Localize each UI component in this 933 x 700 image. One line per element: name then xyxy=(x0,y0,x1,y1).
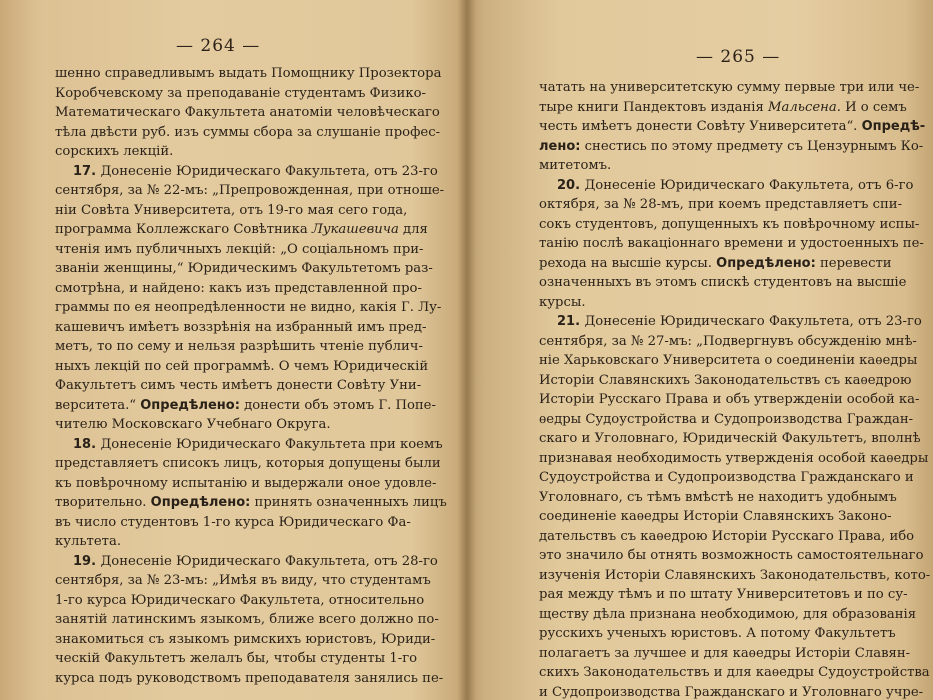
text-line: митетомъ. xyxy=(539,158,612,173)
text-line: чтенія имъ публичныхъ лекцій: „О соціальномъ при- xyxy=(55,241,424,257)
text-line: ныхъ лекцій по сей программѣ. О чемъ Юридическій xyxy=(55,358,429,374)
text-line: 1-го курса Юридическаго Факультета, относительно xyxy=(55,592,425,608)
text-line: тыре книги Пандектовъ изданія Мальсена. И о семъ xyxy=(539,99,907,115)
text-line: 20. Донесеніе Юридическаго Факультета, отъ 6-го xyxy=(557,177,914,193)
text-line: культета. xyxy=(55,534,122,549)
text-line: полагаетъ за лучшее и для каѳедры Исторіи Славян- xyxy=(539,645,911,661)
text-line: сентября, за № 22-мъ: „Препровожденная, при отноше- xyxy=(55,183,445,198)
text-line: знакомиться съ языкомъ римскихъ юристовъ, Юриди- xyxy=(55,631,436,647)
text-line: Уголовнаго, съ тѣмъ вмѣстѣ не находитъ удобнымъ xyxy=(539,489,897,505)
text-line: въ число студентовъ 1-го курса Юридическаго Фа- xyxy=(55,514,411,530)
text-line: русскихъ ученыхъ юристовъ. А потому Факультетъ xyxy=(539,626,896,641)
text-line: скихъ Законодательствъ и для каѳедры Судоустройства xyxy=(539,665,930,680)
text-line: 18. Донесеніе Юридическаго Факультета при коемъ xyxy=(73,436,443,452)
text-line: лено: снестись по этому предмету съ Цензурнымъ Ко- xyxy=(539,138,924,154)
text-line: и Судопроизводства Гражданскаго и Уголовнаго учре- xyxy=(539,684,924,700)
text-line: курса подъ руководствомъ преподавателя занялись пе- xyxy=(55,670,444,686)
text-line: занятій латинскимъ языкомъ, ближе всего должно по- xyxy=(55,612,439,627)
text-line: танію послѣ вакаціоннаго времени и удостоенныхъ пе- xyxy=(539,236,924,251)
text-line: рая между тѣмъ и по штату Университетовъ и по су- xyxy=(539,587,908,602)
text-line: ческій Факультетъ желалъ бы, чтобы студенты 1-го xyxy=(55,651,418,666)
text-line: сентября, за № 27-мъ: „Подвергнувъ обсужденію мнѣ- xyxy=(539,333,917,349)
text-line: ѳедры Судоустройства и Судопроизводства Граждан- xyxy=(539,411,914,427)
text-line: чатать на университетскую сумму первые три или че- xyxy=(539,80,920,95)
text-line: Исторіи Славянскихъ Законодательствъ съ каѳедрою xyxy=(539,372,912,388)
page-number-right: — 265 — xyxy=(696,47,781,67)
text-line: представляетъ списокъ лицъ, которыя допущены были xyxy=(55,456,441,471)
text-line: сентября, за № 23-мъ: „Имѣя въ виду, что студентамъ xyxy=(55,573,431,588)
text-line: верситета.“ Опредѣлено: донести объ этомъ Г. Попе- xyxy=(55,397,436,413)
text-line: 19. Донесеніе Юридическаго Факультета, отъ 28-го xyxy=(73,553,438,569)
text-line: кашевичъ имѣетъ воззрѣнія на избранный имъ пред- xyxy=(55,319,427,335)
text-line: скаго и Уголовнаго, Юридическій Факультетъ, вполнѣ xyxy=(539,431,921,446)
text-line: Судоустройства и Судопроизводства Гражданскаго и xyxy=(539,470,914,485)
text-line: смотрѣна, и найдено: какъ изъ представленной про- xyxy=(55,280,422,296)
text-line: дательствъ съ каѳедрою Исторіи Русскаго Права, ибо xyxy=(539,528,915,544)
text-line: программа Коллежскаго Совѣтника Лукашевича для xyxy=(55,222,428,237)
text-line: чителю Московскаго Учебнаго Округа. xyxy=(55,417,331,432)
text-line: Математическаго Факультета анатоміи человѣческаго xyxy=(55,105,440,120)
text-line: Факультетъ симъ честь имѣетъ донести Совѣту Уни- xyxy=(55,378,422,393)
text-line: рехода на высшіе курсы. Опредѣлено: перевести xyxy=(539,255,892,271)
text-line: 17. Донесеніе Юридическаго Факультета, отъ 23-го xyxy=(73,163,438,179)
text-line: Исторіи Русскаго Права и объ утвержденіи особой ка- xyxy=(539,392,920,407)
text-line: творительно. Опредѣлено: принять означенныхъ лицъ xyxy=(55,495,447,510)
text-line: октября, за № 28-мъ, при коемъ представляетъ спи- xyxy=(539,197,903,212)
text-line: 21. Донесеніе Юридическаго Факультета, отъ 23-го xyxy=(557,314,922,329)
text-line: соединеніе каѳедры Исторіи Славянскихъ Законо- xyxy=(539,509,892,524)
right-page xyxy=(472,0,933,700)
text-line: шенно справедливымъ выдать Помощнику Прозектора xyxy=(55,66,442,81)
text-line: Коробчевскому за преподаваніе студентамъ Физико- xyxy=(55,85,426,101)
text-line: граммы по ея неопредѣленности не видно, какія Г. Лу- xyxy=(55,300,442,315)
text-line: курсы. xyxy=(539,294,586,310)
text-line: ніе Харьковскаго Университета о соединеніи каѳедры xyxy=(539,353,918,368)
text-line: званіи женщины,“ Юридическимъ Факультетомъ раз- xyxy=(55,261,433,276)
text-line: изученія Исторіи Славянскихъ Законодательствъ, кото- xyxy=(539,567,931,583)
text-line: метъ, то по сему и нельзя разрѣшить чтеніе публич- xyxy=(55,339,423,354)
text-line: ществу дѣла признана необходимою, для образованія xyxy=(539,606,917,622)
page-number-left: — 264 — xyxy=(176,36,261,56)
text-line: означенныхъ въ этомъ спискѣ студентовъ на высшіе xyxy=(539,275,907,290)
text-line: сокъ студентовъ, допущенныхъ къ повѣрочному испы- xyxy=(539,216,920,232)
text-line: тѣла двѣсти руб. изъ суммы сбора за слушаніе профес- xyxy=(55,124,441,140)
text-line: это значило бы отнять возможность самостоятельнаго xyxy=(539,548,924,563)
text-line: сорскихъ лекцій. xyxy=(55,144,174,159)
text-line: честь имѣетъ донести Совѣту Университета“. Опредѣ- xyxy=(539,119,926,134)
left-page xyxy=(0,0,460,700)
text-line: къ повѣрочному испытанію и выдержали оное удовле- xyxy=(55,475,437,491)
text-line: ніи Совѣта Университета, отъ 19-го мая сего года, xyxy=(55,202,408,218)
text-line: признавая необходимость утвержденія особой каѳедры xyxy=(539,450,929,466)
